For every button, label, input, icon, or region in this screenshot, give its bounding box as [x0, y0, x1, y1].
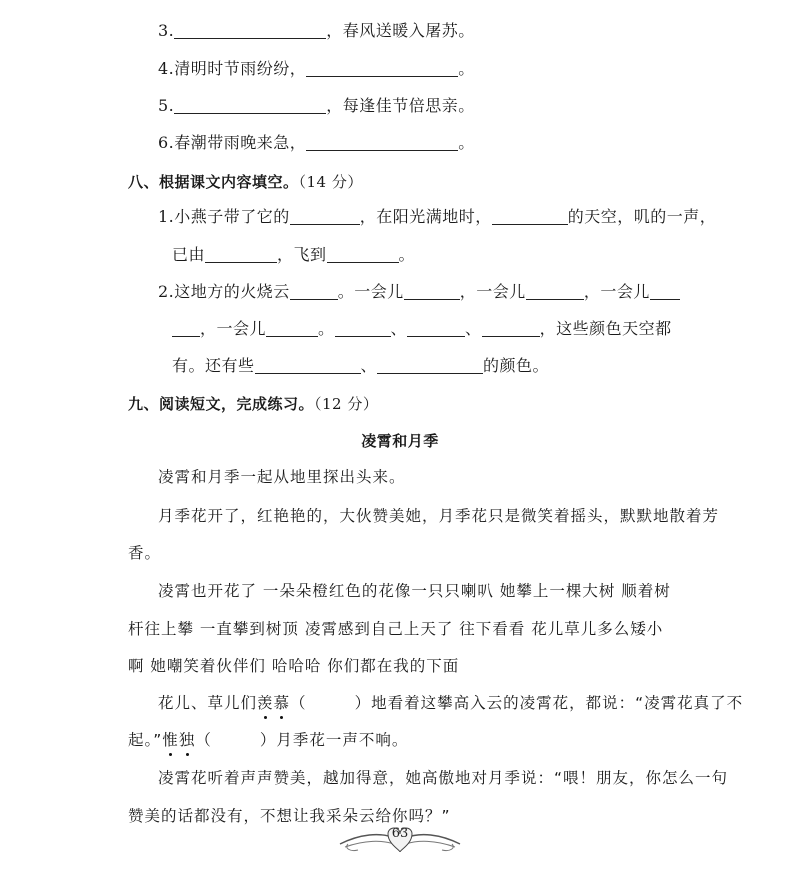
- poem-line-5: [158, 95, 475, 117]
- section-score: （12 分）: [314, 395, 379, 413]
- text: 有。还有些: [172, 356, 255, 375]
- answer-blank[interactable]: [306, 60, 458, 77]
- answer-blank[interactable]: [335, 320, 391, 337]
- text: 起: [128, 731, 145, 749]
- text: 。: [398, 245, 416, 264]
- answer-blank[interactable]: [526, 283, 584, 300]
- section-9-heading: [128, 393, 378, 415]
- story-paragraph-2-line2: 香。: [128, 544, 162, 562]
- poem-text: ，每逢佳节倍思亲。: [326, 96, 475, 115]
- text: ）地看着这攀高入云的凌霄花，都说：“凌霄花真了不: [354, 694, 744, 712]
- poem-line-6: [158, 132, 475, 154]
- poem-text: ，春风送暖入屠苏。: [326, 21, 475, 40]
- section-title: 八、根据课文内容填空。: [128, 173, 299, 191]
- s8-q2-line1: [158, 281, 680, 303]
- answer-blank[interactable]: [306, 134, 458, 151]
- answer-blank[interactable]: [205, 246, 277, 263]
- answer-blank[interactable]: [482, 320, 540, 337]
- text: 1.小燕子带了它的: [158, 207, 290, 226]
- answer-blank[interactable]: [266, 320, 318, 337]
- text: ，一会儿: [459, 282, 526, 301]
- text: 。”: [144, 731, 163, 749]
- answer-blank[interactable]: [174, 22, 326, 39]
- text: （: [195, 731, 212, 749]
- section-8-heading: [128, 171, 363, 193]
- text: ，一会儿: [200, 319, 267, 338]
- text: ，一会儿: [583, 282, 650, 301]
- story-paragraph-3-line1: 凌霄也开花了 一朵朵橙红色的花像一只只喇叭 她攀上一棵大树 顺着树: [158, 582, 671, 600]
- text: 、: [360, 356, 378, 375]
- text: 2.这地方的火烧云: [158, 282, 290, 301]
- text: ，飞到: [277, 245, 327, 264]
- answer-blank[interactable]: [172, 320, 200, 337]
- story-paragraph-4-line2: [128, 729, 408, 751]
- text: ）月季花一声不响。: [259, 731, 409, 749]
- answer-blank[interactable]: [327, 246, 399, 263]
- text: 已由: [172, 245, 206, 264]
- answer-blank[interactable]: [290, 283, 338, 300]
- poem-line-3: [158, 20, 475, 42]
- s8-q2-line3: [172, 355, 549, 377]
- story-paragraph-3-line3: 啊 她嘲笑着伙伴们 哈哈哈 你们都在我的下面: [128, 657, 460, 675]
- poem-text: 6.春潮带雨晚来急，: [158, 133, 307, 152]
- story-paragraph-1: 凌霄和月季一起从地里探出头来。: [158, 468, 406, 486]
- answer-blank[interactable]: [492, 208, 568, 225]
- answer-blank[interactable]: [407, 320, 465, 337]
- text: 的天空，叽的一声，: [567, 207, 717, 226]
- story-paragraph-2-line1: 月季花开了，红艳艳的，大伙赞美她，月季花只是微笑着摇头，默默地散着芳: [158, 507, 720, 525]
- story-paragraph-5-line1: 凌霄花听着声声赞美，越加得意，她高傲地对月季说：“喂！朋友，你怎么一句: [158, 769, 729, 787]
- answer-blank[interactable]: [650, 283, 680, 300]
- text: 的颜色。: [483, 356, 550, 375]
- dotted-char: 羡: [257, 694, 274, 712]
- dotted-char: 慕: [273, 694, 291, 712]
- s8-q1-line2: [172, 244, 415, 266]
- question-number: 3.: [158, 21, 175, 40]
- text: 、: [390, 319, 408, 338]
- story-title: 凌霄和月季: [361, 432, 439, 450]
- text: 。一会儿: [337, 282, 404, 301]
- question-number: 5.: [158, 96, 175, 115]
- answer-blank[interactable]: [377, 357, 483, 374]
- page-number: 63: [391, 826, 409, 841]
- section-title: 九、阅读短文，完成练习。: [128, 395, 315, 413]
- story-paragraph-5-line2: 赞美的话都没有，不想让我采朵云给你吗？”: [128, 807, 451, 825]
- answer-blank[interactable]: [255, 357, 361, 374]
- text: ，在阳光满地时，: [359, 207, 492, 226]
- answer-blank[interactable]: [404, 283, 460, 300]
- s8-q1-line1: [158, 206, 716, 228]
- answer-blank[interactable]: [174, 97, 326, 114]
- section-score: （14 分）: [298, 173, 363, 191]
- text: ，这些颜色天空都: [539, 319, 672, 338]
- punctuation: 。: [458, 133, 475, 152]
- dotted-char: 独: [178, 731, 196, 749]
- poem-line-4: [158, 58, 475, 80]
- answer-blank[interactable]: [290, 208, 360, 225]
- text: 、: [465, 319, 482, 338]
- punctuation: 。: [458, 59, 475, 78]
- s8-q2-line2: [172, 318, 672, 340]
- page-footer: [300, 820, 500, 860]
- poem-text: 4.清明时节雨纷纷，: [158, 59, 307, 78]
- text: 。: [318, 319, 335, 338]
- story-paragraph-3-line2: 杆往上攀 一直攀到树顶 凌霄感到自己上天了 往下看看 花儿草儿多么矮小: [128, 620, 664, 638]
- dotted-char: 惟: [162, 731, 179, 749]
- story-paragraph-4-line1: [158, 692, 743, 714]
- text: 花儿、草儿们: [158, 694, 258, 712]
- text: （: [290, 694, 307, 712]
